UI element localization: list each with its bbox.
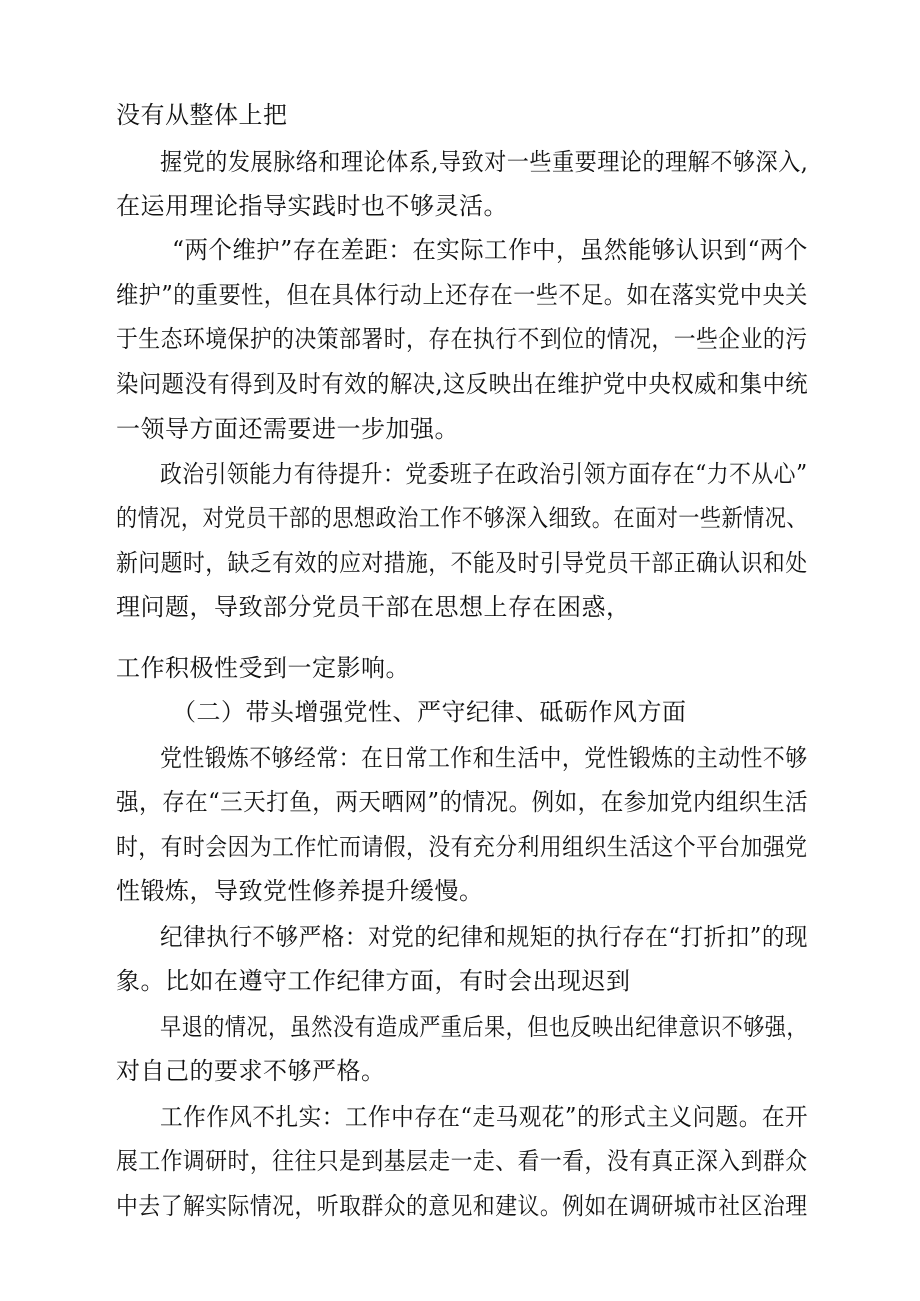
text-line: 的情况，对党员干部的思想政治工作不够深入细致。在面对一些新情况、 [116,504,808,532]
text-line: 理问题，导致部分党员干部在思想上存在困惑， [116,593,631,621]
text-line: 中去了解实际情况，听取群众的意见和建议。例如在调研城市社区治理 [116,1192,808,1220]
text-line: 一领导方面还需要进一步加强。 [116,415,459,443]
text-line: 于生态环境保护的决策部署时，存在执行不到位的情况，一些企业的污 [116,325,808,353]
text-line: 象。比如在遵守工作纪律方面，有时会出现迟到 [116,967,631,995]
text-line: 对自己的要求不够严格。 [116,1057,386,1085]
text-line: 染问题没有得到及时有效的解决,这反映出在维护党中央权威和集中统 [116,370,809,398]
text-line: 政治引领能力有待提升：党委班子在政治引领方面存在“力不从心” [160,460,808,488]
text-line: 性锻炼，导致党性修养提升缓慢。 [116,877,484,905]
text-line: 工作积极性受到一定影响。 [116,654,410,682]
text-line: “两个维护”存在差距：在实际工作中，虽然能够认识到“两个 [172,236,808,264]
text-line: 纪律执行不够严格：对党的纪律和规矩的执行存在“打折扣”的现 [160,923,809,951]
text-line: 没有从整体上把 [116,101,288,129]
text-line: 早退的情况，虽然没有造成严重后果，但也反映出纪律意识不够强， [160,1013,808,1041]
text-line: 党性锻炼不够经常：在日常工作和生活中，党性锻炼的主动性不够 [160,744,808,772]
text-line: 强，存在“三天打鱼，两天晒网”的情况。例如，在参加党内组织生活 [116,788,809,816]
text-line: 在运用理论指导实践时也不够灵活。 [116,192,508,220]
text-line: 维护”的重要性，但在具体行动上还存在一些不足。如在落实党中央关 [116,281,808,309]
text-line: 展工作调研时，往往只是到基层走一走、看一看，没有真正深入到群众 [116,1147,808,1175]
text-line: 工作作风不扎实：工作中存在“走马观花”的形式主义问题。在开 [160,1103,809,1131]
text-line: 时，有时会因为工作忙而请假，没有充分利用组织生活这个平台加强党 [116,833,808,861]
section-heading: （二）带头增强党性、严守纪律、砥砺作风方面 [172,698,687,726]
text-line: 新问题时，缺乏有效的应对措施，不能及时引导党员干部正确认识和处 [116,549,808,577]
text-line: 握党的发展脉络和理论体系,导致对一些重要理论的理解不够深入, [160,148,809,176]
